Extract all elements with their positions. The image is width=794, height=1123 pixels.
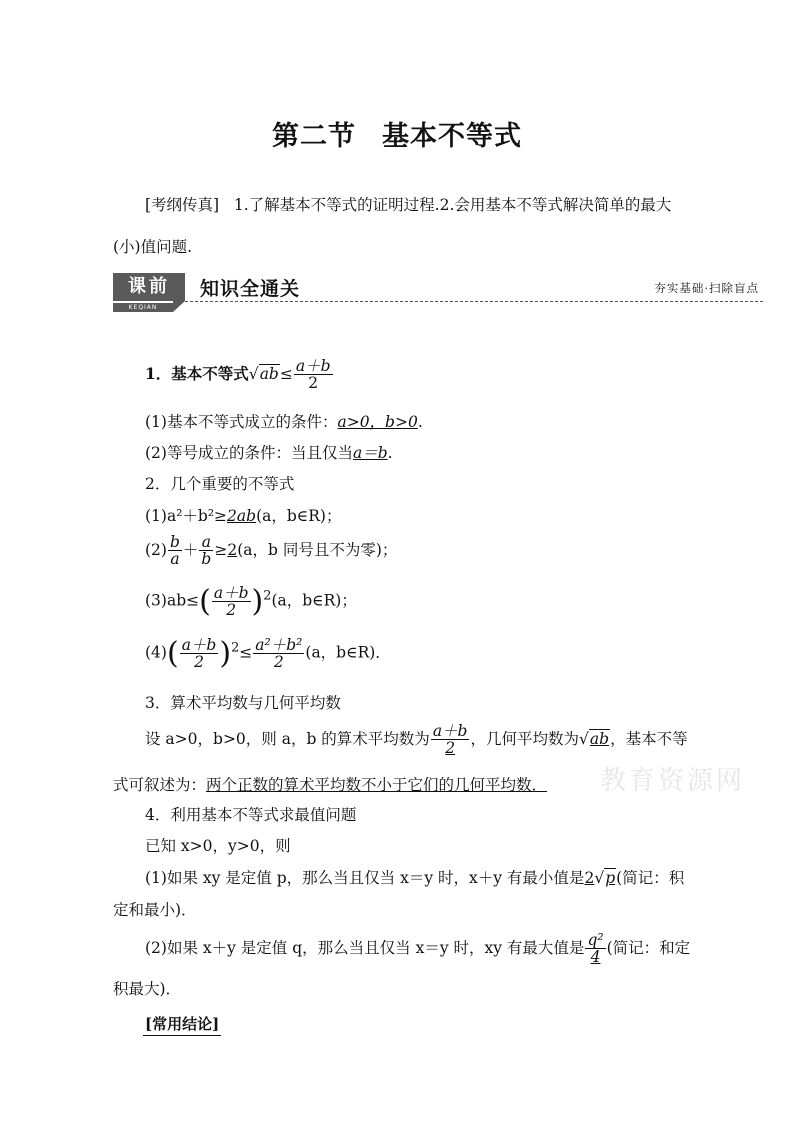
watermark: 教育资源网 <box>600 766 746 796</box>
s1-sqrt: ab <box>259 364 279 383</box>
syllabus-line-1: [考纲传真] 1.了解基本不等式的证明过程.2.会用基本不等式解决简单的最大 <box>145 196 672 214</box>
s3-line-1: 设 a>0，b>0，则 a，b 的算术平均数为 $\frac{a+b}{2}$ ，几何平均数为√ab，基本不等 <box>145 722 688 758</box>
banner-tag-sub: KEQIAN <box>113 303 173 312</box>
s1-fraction: $\frac{a+b}{2}$ <box>295 357 331 393</box>
s4-heading: 4．利用基本不等式求最值问题 <box>145 806 357 824</box>
s3-fraction: $\frac{a+b}{2}$ <box>432 722 468 758</box>
title-section-number: 第二节 <box>272 121 356 152</box>
s2-item-3: (3)ab≤( $\frac{a+b}{2}$ )$^2$(a，b∈R)； <box>145 583 357 619</box>
page-title <box>0 114 794 153</box>
s2-item-1: (1)a²＋b²≥2ab(a，b∈R)； <box>145 507 342 525</box>
banner-triangle <box>173 301 185 312</box>
section-banner <box>113 273 763 313</box>
s4-fraction: $\frac{\text{q²}}{4}$ <box>587 931 604 967</box>
common-conclusions-tag: [常用结论] <box>145 1015 220 1033</box>
banner-dashed-line <box>185 301 763 302</box>
s4-point-1: (1)如果 xy 是定值 p，那么当且仅当 x＝y 时，x＋y 有最小值是2√p(简记：积 <box>145 869 685 887</box>
s1-heading: 1．基本不等式√ab≤ $\frac{a+b}{2}$ <box>145 357 331 393</box>
s4-given: 已知 x>0，y>0，则 <box>145 837 291 855</box>
s2-item-4: (4)( $\frac{a+b}{2}$ )$^2$≤ $\frac{\text{a²＋b²}}{2}$ (a，b∈R)． <box>145 635 391 671</box>
s1-condition-1: (1)基本不等式成立的条件：a>0，b>0. <box>145 413 423 431</box>
s4-point-1-cont: 定和最小)． <box>113 901 197 919</box>
s2-heading: 2．几个重要的不等式 <box>145 475 295 493</box>
s1-condition-2: (2)等号成立的条件：当且仅当a＝b. <box>145 444 393 462</box>
title-topic: 基本不等式 <box>382 121 522 152</box>
s4-point-2-cont: 积最大)． <box>113 980 182 998</box>
banner-tag: 课前 <box>113 273 185 301</box>
syllabus-line-2: (小)值问题. <box>113 238 193 256</box>
s2-item-2: (2) $\frac{b}{a}$ ＋ $\frac{a}{b}$ ≥2(a，b 同号且不为零)； <box>145 533 398 569</box>
syllabus-tag: [考纲传真] <box>145 196 220 214</box>
banner-slogan: 夯实基础·扫除盲点 <box>654 281 759 295</box>
banner-title: 知识全通关 <box>200 278 301 300</box>
s3-heading: 3．算术平均数与几何平均数 <box>145 694 341 712</box>
s3-line-2: 式可叙述为：两个正数的算术平均数不小于它们的几何平均数． <box>113 776 548 794</box>
s4-point-2: (2)如果 x＋y 是定值 q，那么当且仅当 x＝y 时，xy 有最大值是 $\frac{\text{q²}}{4}$ (简记：和定 <box>145 931 691 967</box>
